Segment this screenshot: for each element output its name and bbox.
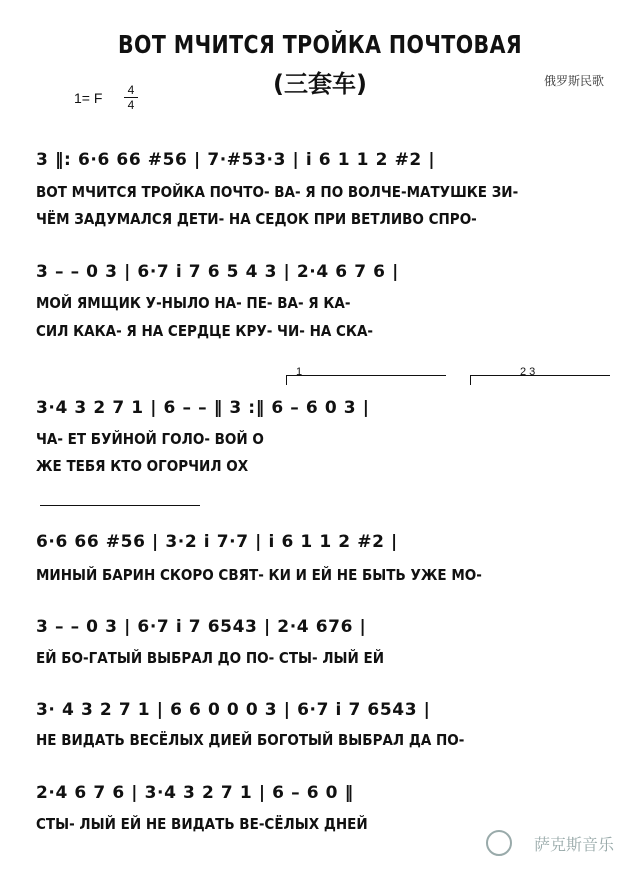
- volta-bracket-2: [470, 375, 610, 376]
- lyrics-row-3-verse-1: ЧА- ЕТ БУЙНОЙ ГОЛО- ВОЙ О: [36, 430, 264, 448]
- notation-row-7: 2·4 6 7 6 | 3·4 3 2 7 1 | 6 – 6 0 ‖: [36, 783, 354, 803]
- volta-bracket-2-edge: [470, 375, 471, 385]
- lyrics-row-1-verse-1: ВОТ МЧИТСЯ ТРОЙКА ПОЧТО- ВА- Я ПО ВОЛЧЕ-МАТУШКЕ ЗИ-: [36, 183, 519, 201]
- song-title: ВОТ МЧИТСЯ ТРОЙКА ПОЧТОВАЯ: [117, 30, 523, 59]
- staff-divider: [40, 505, 200, 506]
- notation-row-4: 6·6 66 #56 | 3·2 i 7·7 | i 6 1 1 2 #2 |: [36, 532, 398, 552]
- notation-row-1: 3 ‖: 6·6 66 #56 | 7·#53·3 | i 6 1 1 2 #2 |: [36, 150, 436, 170]
- notation-row-2: 3 – – 0 3 | 6·7 i 7 6 5 4 3 | 2·4 6 7 6 |: [36, 262, 399, 282]
- lyrics-row-1-verse-2: ЧЁМ ЗАДУМАЛСЯ ДЕТИ- НА СЕДОК ПРИ ВЕТЛИВО СПРО-: [36, 210, 477, 228]
- volta-label-1: 1: [296, 366, 303, 378]
- volta-label-2: 2 3: [520, 366, 536, 378]
- lyrics-row-3-verse-2: ЖЕ ТЕБЯ КТО ОГОРЧИЛ ОХ: [36, 457, 249, 475]
- watermark-logo-icon: [486, 830, 512, 856]
- time-signature: [124, 84, 138, 111]
- lyrics-row-2-verse-1: МОЙ ЯМЩИК У-НЫЛО НА- ПЕ- ВА- Я КА-: [36, 294, 351, 312]
- time-signature-top: 4: [127, 83, 135, 97]
- notation-row-5: 3 – – 0 3 | 6·7 i 7 6543 | 2·4 676 |: [36, 617, 367, 637]
- song-subtitle: (三套车): [273, 70, 367, 98]
- notation-row-6: 3· 4 3 2 7 1 | 6 6 0 0 0 3 | 6·7 i 7 6543 |: [36, 700, 431, 720]
- time-signature-bottom: 4: [127, 98, 135, 112]
- volta-bracket-1-edge: [286, 375, 287, 385]
- lyrics-row-6: НЕ ВИДАТЬ ВЕСЁЛЫХ ДИЕЙ БОГОТЫЙ ВЫБРАЛ ДА ПО-: [36, 731, 465, 749]
- watermark-text: 萨克斯音乐: [533, 837, 614, 854]
- volta-bracket-1: [286, 375, 446, 376]
- lyrics-row-4: МИНЫЙ БАРИН СКОРО СВЯТ- КИ И ЕЙ НЕ БЫТЬ УЖЕ МО-: [36, 566, 482, 584]
- lyrics-row-2-verse-2: СИЛ КАКА- Я НА СЕРДЦЕ КРУ- ЧИ- НА СКА-: [36, 322, 374, 340]
- notation-row-3: 3·4 3 2 7 1 | 6 – – ‖ 3 :‖ 6 – 6 0 3 |: [36, 398, 370, 418]
- lyrics-row-7: СТЫ- ЛЫЙ ЕЙ НЕ ВИДАТЬ ВЕ-СЁЛЫХ ДНЕЙ: [36, 815, 368, 833]
- composer-label: 俄罗斯民歌: [543, 74, 604, 88]
- lyrics-row-5: ЕЙ БО-ГАТЫЙ ВЫБРАЛ ДО ПО- СТЫ- ЛЫЙ ЕЙ: [36, 649, 385, 667]
- key-signature: 1= F: [74, 90, 103, 106]
